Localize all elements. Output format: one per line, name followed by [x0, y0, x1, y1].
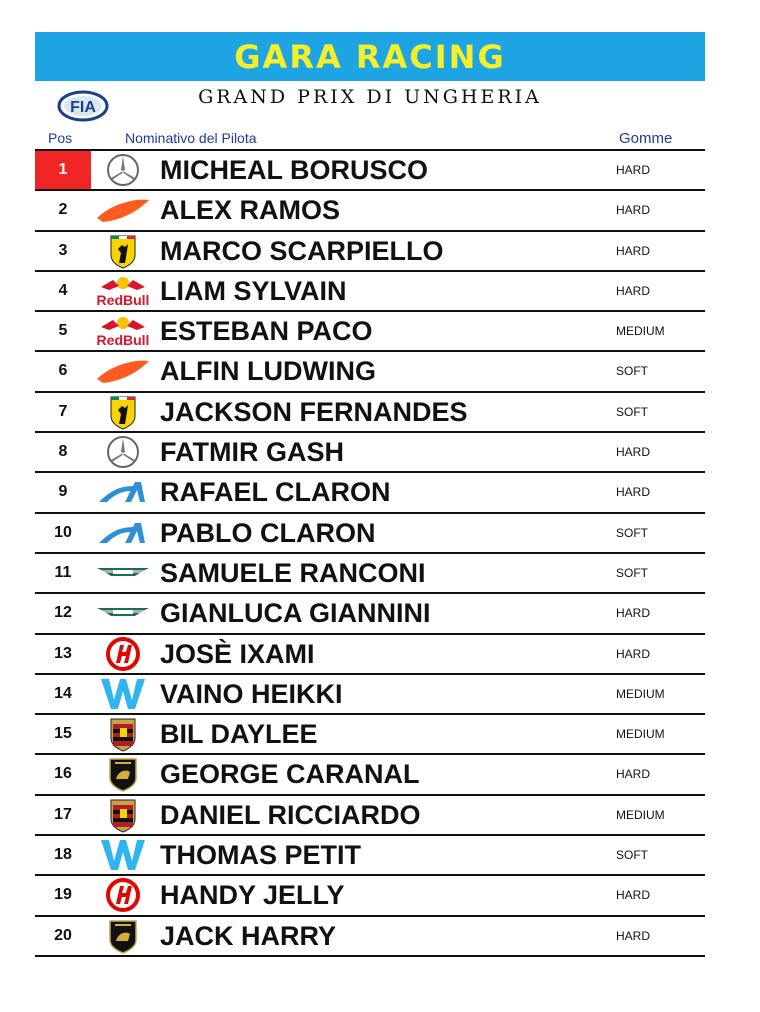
tyre-compound: MEDIUM	[616, 807, 665, 822]
position-number: 6	[58, 362, 68, 380]
haas-logo-icon	[93, 636, 153, 672]
position-number: 2	[58, 201, 68, 219]
tyre-compound: SOFT	[616, 565, 648, 580]
table-row	[35, 876, 705, 916]
tyre-compound: HARD	[616, 888, 651, 903]
tyre-compound: HARD	[616, 928, 651, 943]
position-number: 5	[58, 322, 68, 340]
table-row	[35, 755, 705, 795]
redbull-logo-icon	[93, 273, 153, 309]
driver-name: GEORGE CARANAL	[160, 759, 420, 790]
aston-martin-logo-icon	[93, 595, 153, 631]
driver-name: FATMIR GASH	[160, 437, 344, 468]
table-row	[35, 393, 705, 433]
porsche-logo-icon	[93, 716, 153, 752]
position-number: 17	[54, 805, 72, 823]
driver-name: THOMAS PETIT	[160, 840, 361, 871]
position-number: 9	[58, 483, 68, 501]
table-row	[35, 232, 705, 272]
position-number: 7	[58, 402, 68, 420]
tyre-compound: HARD	[616, 243, 651, 258]
tyre-compound: HARD	[616, 283, 651, 298]
column-header-driver: Nominativo del Pilota	[125, 130, 257, 146]
haas-logo-icon	[93, 877, 153, 913]
driver-name: JACK HARRY	[160, 920, 337, 951]
lamborghini-logo-icon	[93, 918, 153, 954]
position-number: 12	[54, 604, 72, 622]
position-number: 11	[54, 563, 72, 581]
title-banner	[35, 32, 705, 81]
driver-name: VAINO HEIKKI	[160, 678, 343, 709]
position-number: 4	[58, 281, 68, 299]
driver-name: RAFAEL CLARON	[160, 477, 391, 508]
tyre-compound: HARD	[616, 606, 651, 621]
table-row	[35, 796, 705, 836]
driver-name: BIL DAYLEE	[160, 719, 318, 750]
driver-name: MARCO SCARPIELLO	[160, 235, 444, 266]
mclaren-logo-icon	[93, 353, 153, 389]
position-number: 15	[54, 725, 72, 743]
position-number: 13	[54, 644, 72, 662]
driver-name: LIAM SYLVAIN	[160, 275, 347, 306]
ferrari-logo-icon	[93, 394, 153, 430]
table-row	[35, 635, 705, 675]
tyre-compound: HARD	[616, 767, 651, 782]
table-row	[35, 594, 705, 634]
driver-name: PABLO CLARON	[160, 517, 376, 548]
redbull-logo-icon	[93, 313, 153, 349]
position-number: 19	[54, 886, 72, 904]
table-row	[35, 272, 705, 312]
position-number: 20	[54, 926, 72, 944]
table-row	[35, 715, 705, 755]
results-table	[35, 151, 705, 957]
driver-name: ESTEBAN PACO	[160, 316, 373, 347]
tyre-compound: HARD	[616, 485, 651, 500]
table-row	[35, 554, 705, 594]
driver-name: MICHEAL BORUSCO	[160, 155, 429, 185]
driver-name: JOSÈ IXAMI	[160, 638, 315, 669]
tyre-compound: HARD	[616, 445, 651, 460]
driver-name: SAMUELE RANCONI	[160, 557, 426, 588]
lamborghini-logo-icon	[93, 756, 153, 792]
driver-name: DANIEL RICCIARDO	[160, 799, 421, 830]
table-row	[35, 836, 705, 876]
tyre-compound: SOFT	[616, 404, 648, 419]
position-number: 3	[58, 241, 68, 259]
tyre-compound: MEDIUM	[616, 686, 665, 701]
page-subtitle: GRAND PRIX DI UNGHERIA	[198, 86, 542, 108]
position-number: 10	[54, 523, 72, 541]
table-row	[35, 917, 705, 957]
table-row	[35, 675, 705, 715]
porsche-logo-icon	[93, 797, 153, 833]
tyre-compound: SOFT	[616, 525, 648, 540]
mercedes-logo-icon	[93, 434, 153, 470]
driver-name: ALEX RAMOS	[160, 195, 341, 226]
table-row	[35, 352, 705, 392]
position-number: 16	[54, 765, 72, 783]
tyre-compound: SOFT	[616, 364, 648, 379]
driver-name: GIANLUCA GIANNINI	[160, 598, 431, 629]
table-row	[35, 473, 705, 513]
tyre-compound: SOFT	[616, 848, 648, 863]
aston-martin-logo-icon	[93, 555, 153, 591]
driver-name: JACKSON FERNANDES	[160, 396, 468, 427]
table-row	[35, 514, 705, 554]
driver-name: ALFIN LUDWING	[160, 356, 376, 387]
position-number: 8	[58, 443, 68, 461]
williams-logo-icon	[93, 837, 153, 873]
column-header-pos: Pos	[48, 130, 73, 146]
page-title: GARA RACING	[234, 37, 506, 76]
mclaren-logo-icon	[93, 192, 153, 228]
alpine-logo-icon	[93, 474, 153, 510]
tyre-compound: HARD	[616, 646, 651, 661]
mercedes-logo-icon	[93, 152, 153, 188]
position-number: 18	[54, 846, 72, 864]
position-number: 1	[35, 151, 91, 189]
fia-logo-text: FIA	[70, 99, 96, 116]
table-row	[35, 312, 705, 352]
svg-text:RedBull: RedBull	[96, 291, 150, 308]
tyre-compound: MEDIUM	[616, 727, 665, 742]
svg-text:RedBull: RedBull	[96, 332, 150, 349]
table-row	[35, 433, 705, 473]
tyre-compound: HARD	[616, 163, 651, 177]
table-row	[35, 191, 705, 231]
ferrari-logo-icon	[93, 233, 153, 269]
alpine-logo-icon	[93, 515, 153, 551]
driver-name: HANDY JELLY	[160, 880, 345, 911]
column-header-tyre: Gomme	[619, 130, 673, 147]
williams-logo-icon	[93, 676, 153, 712]
tyre-compound: MEDIUM	[616, 324, 665, 339]
tyre-compound: HARD	[616, 203, 651, 218]
position-number: 14	[54, 684, 72, 702]
fia-logo-icon	[57, 90, 109, 122]
table-row	[35, 151, 705, 191]
